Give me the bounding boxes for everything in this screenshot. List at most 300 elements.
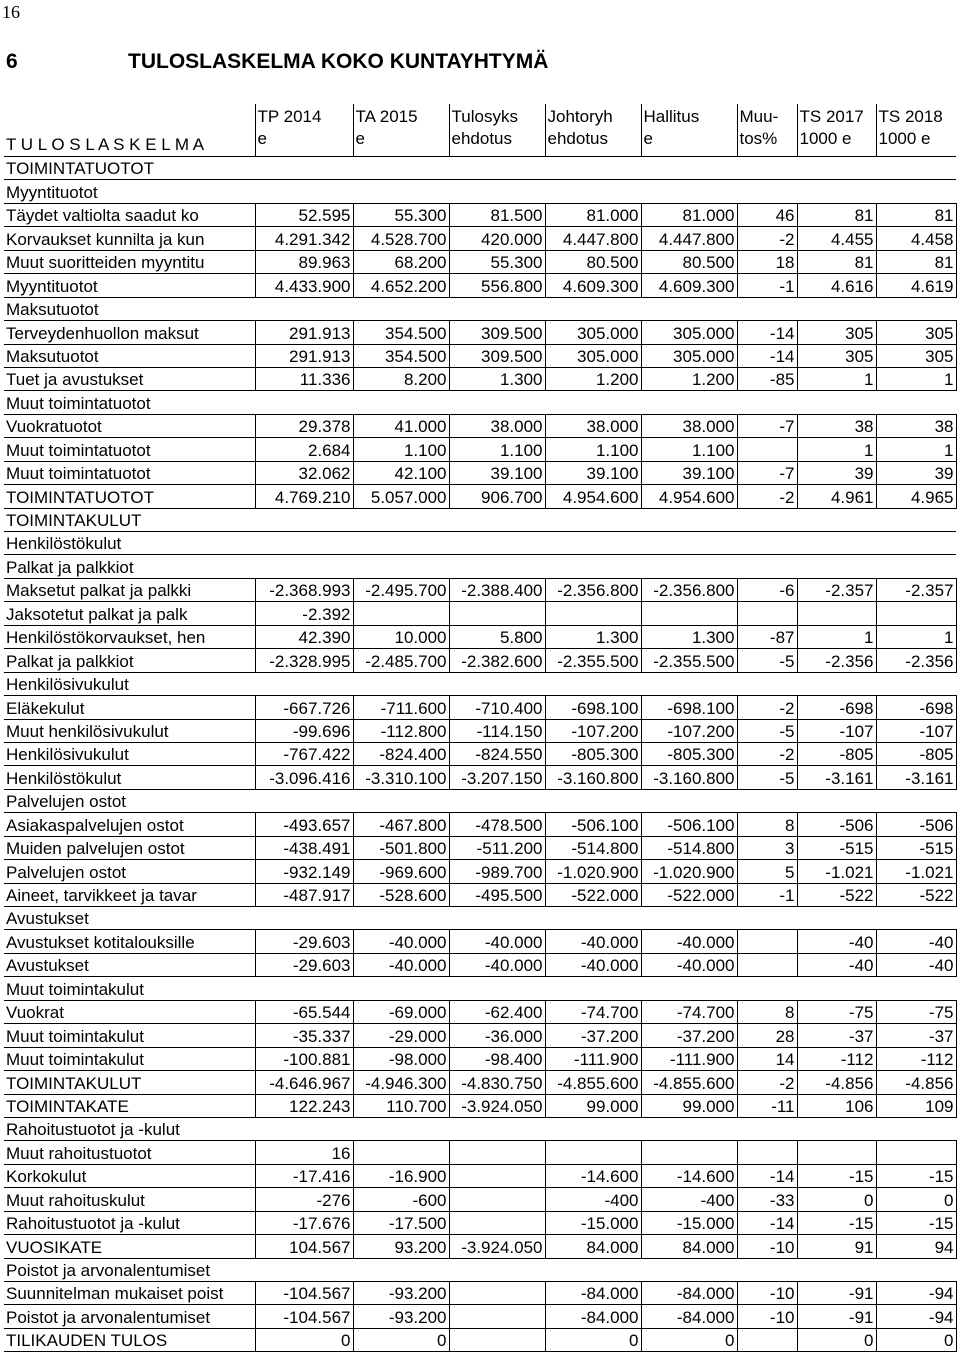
cell-value: -989.700 <box>449 860 545 883</box>
cell-value: 81.000 <box>545 203 641 226</box>
table-row <box>4 1258 956 1281</box>
cell-value: -104.567 <box>255 1305 353 1328</box>
cell-value: -94 <box>876 1282 956 1305</box>
cell-value: -824.400 <box>353 742 449 765</box>
cell-value: -14.600 <box>641 1164 737 1187</box>
cell-value: -14 <box>737 344 797 367</box>
cell-value: -7 <box>737 414 797 437</box>
cell-value: 52.595 <box>255 203 353 226</box>
cell-value: -29.603 <box>255 953 353 976</box>
cell-value: 91 <box>797 1235 876 1258</box>
cell-value: -6 <box>737 578 797 601</box>
cell-value: -5 <box>737 649 797 672</box>
cell-value <box>797 157 876 180</box>
column-header-muutos: Muu- tos% <box>737 104 797 157</box>
table-row <box>4 977 956 1000</box>
cell-value: 4.447.800 <box>545 227 641 250</box>
cell-value: 1.200 <box>641 367 737 390</box>
cell-value: -29.603 <box>255 930 353 953</box>
cell-value: -487.917 <box>255 883 353 906</box>
heading-number: 6 <box>6 50 18 73</box>
cell-value <box>255 555 353 578</box>
cell-value <box>641 1117 737 1140</box>
cell-value: -2.357 <box>876 578 956 601</box>
cell-value <box>876 508 956 531</box>
table-row <box>4 1235 956 1258</box>
cell-value: -2 <box>737 485 797 508</box>
cell-value: 46 <box>737 203 797 226</box>
cell-value: -1.021 <box>797 860 876 883</box>
cell-value: 0 <box>876 1188 956 1211</box>
cell-value: -11 <box>737 1094 797 1117</box>
row-label: Täydet valtiolta saadut ko <box>4 203 255 226</box>
row-label: Rahoitustuotot ja -kulut <box>4 1117 255 1140</box>
cell-value: 11.336 <box>255 367 353 390</box>
cell-value: -698 <box>876 696 956 719</box>
table-row <box>4 1047 956 1070</box>
cell-value: -438.491 <box>255 836 353 859</box>
cell-value <box>797 391 876 414</box>
table-row <box>4 766 956 789</box>
cell-value <box>449 1258 545 1281</box>
cell-value <box>353 1141 449 1164</box>
cell-value: 309.500 <box>449 321 545 344</box>
row-label: Poistot ja arvonalentumiset <box>4 1305 255 1328</box>
table-row <box>4 1188 956 1211</box>
cell-value: -40.000 <box>641 930 737 953</box>
row-label: Henkilösivukulut <box>4 742 255 765</box>
cell-value <box>876 789 956 812</box>
row-label: Muiden palvelujen ostot <box>4 836 255 859</box>
cell-value: 4.291.342 <box>255 227 353 250</box>
cell-value <box>797 180 876 203</box>
cell-value: -37.200 <box>641 1024 737 1047</box>
cell-value: -3.310.100 <box>353 766 449 789</box>
cell-value <box>737 1141 797 1164</box>
cell-value: 39.100 <box>545 461 641 484</box>
table-row <box>4 696 956 719</box>
cell-value: 906.700 <box>449 485 545 508</box>
cell-value: -40.000 <box>449 930 545 953</box>
cell-value: -805.300 <box>641 742 737 765</box>
cell-value: 29.378 <box>255 414 353 437</box>
row-label: Avustukset <box>4 953 255 976</box>
cell-value <box>737 508 797 531</box>
cell-value: -2.328.995 <box>255 649 353 672</box>
cell-value: -93.200 <box>353 1305 449 1328</box>
cell-value: 4.433.900 <box>255 274 353 297</box>
cell-value: -2 <box>737 1071 797 1094</box>
cell-value: 305.000 <box>641 321 737 344</box>
cell-value: 305 <box>876 344 956 367</box>
row-label: Myyntituotot <box>4 180 255 203</box>
cell-value: -522 <box>876 883 956 906</box>
cell-value: 39.100 <box>449 461 545 484</box>
cell-value <box>737 953 797 976</box>
cell-value: 38.000 <box>545 414 641 437</box>
cell-value <box>876 672 956 695</box>
cell-value: 556.800 <box>449 274 545 297</box>
cell-value <box>449 180 545 203</box>
cell-value <box>545 977 641 1000</box>
cell-value: -698 <box>797 696 876 719</box>
cell-value <box>737 438 797 461</box>
table-row <box>4 1117 956 1140</box>
cell-value <box>737 602 797 625</box>
cell-value: -400 <box>641 1188 737 1211</box>
cell-value: -111.900 <box>545 1047 641 1070</box>
cell-value <box>545 1117 641 1140</box>
cell-value <box>353 1117 449 1140</box>
cell-value: -1 <box>737 883 797 906</box>
cell-value: -40.000 <box>353 953 449 976</box>
cell-value: -62.400 <box>449 1000 545 1023</box>
cell-value <box>737 977 797 1000</box>
cell-value <box>797 508 876 531</box>
cell-value <box>737 555 797 578</box>
cell-value <box>876 1117 956 1140</box>
row-label: Maksetut palkat ja palkki <box>4 578 255 601</box>
cell-value: -2 <box>737 696 797 719</box>
row-label: VUOSIKATE <box>4 1235 255 1258</box>
cell-value: -10 <box>737 1235 797 1258</box>
cell-value <box>449 672 545 695</box>
row-label: Aineet, tarvikkeet ja tavar <box>4 883 255 906</box>
cell-value: -506.100 <box>641 813 737 836</box>
row-label: Jaksotetut palkat ja palk <box>4 602 255 625</box>
cell-value <box>876 180 956 203</box>
cell-value: -33 <box>737 1188 797 1211</box>
cell-value: -100.881 <box>255 1047 353 1070</box>
cell-value: 4.619 <box>876 274 956 297</box>
cell-value: -522.000 <box>641 883 737 906</box>
cell-value: -40 <box>876 953 956 976</box>
cell-value: 4.954.600 <box>641 485 737 508</box>
cell-value <box>449 907 545 930</box>
cell-value: -40.000 <box>545 953 641 976</box>
cell-value: -2.392 <box>255 602 353 625</box>
cell-value: 305 <box>876 321 956 344</box>
cell-value <box>449 977 545 1000</box>
cell-value: -3.161 <box>797 766 876 789</box>
cell-value: -15 <box>797 1211 876 1234</box>
cell-value <box>449 157 545 180</box>
cell-value <box>797 1141 876 1164</box>
cell-value: 4.609.300 <box>641 274 737 297</box>
cell-value: 104.567 <box>255 1235 353 1258</box>
cell-value <box>545 391 641 414</box>
row-label: TOIMINTAKULUT <box>4 508 255 531</box>
cell-value <box>876 977 956 1000</box>
cell-value: -2.355.500 <box>545 649 641 672</box>
cell-value <box>449 555 545 578</box>
cell-value <box>545 555 641 578</box>
cell-value <box>876 1258 956 1281</box>
cell-value: -2 <box>737 742 797 765</box>
cell-value <box>255 1258 353 1281</box>
row-label: Muut toimintakulut <box>4 1024 255 1047</box>
cell-value: -4.855.600 <box>641 1071 737 1094</box>
row-label: Palvelujen ostot <box>4 860 255 883</box>
cell-value: -75 <box>876 1000 956 1023</box>
cell-value: -15 <box>797 1164 876 1187</box>
cell-value: -74.700 <box>641 1000 737 1023</box>
cell-value <box>797 672 876 695</box>
cell-value <box>449 1141 545 1164</box>
cell-value: 8.200 <box>353 367 449 390</box>
cell-value: -107.200 <box>545 719 641 742</box>
cell-value: 4.455 <box>797 227 876 250</box>
cell-value: -3.096.416 <box>255 766 353 789</box>
cell-value: -515 <box>876 836 956 859</box>
cell-value: -3.924.050 <box>449 1235 545 1258</box>
table-row <box>4 1094 956 1117</box>
cell-value <box>737 907 797 930</box>
cell-value: -805 <box>797 742 876 765</box>
cell-value: -15.000 <box>641 1211 737 1234</box>
table-row <box>4 625 956 648</box>
table-row <box>4 391 956 414</box>
cell-value: -667.726 <box>255 696 353 719</box>
cell-value: -3.160.800 <box>641 766 737 789</box>
cell-value <box>797 789 876 812</box>
row-label: Muut toimintakulut <box>4 977 255 1000</box>
row-label: Muut suoritteiden myyntitu <box>4 250 255 273</box>
cell-value: 81.000 <box>641 203 737 226</box>
cell-value: 41.000 <box>353 414 449 437</box>
cell-value: -99.696 <box>255 719 353 742</box>
cell-value: -5 <box>737 766 797 789</box>
cell-value <box>641 532 737 555</box>
cell-value: 305 <box>797 344 876 367</box>
cell-value: -36.000 <box>449 1024 545 1047</box>
cell-value <box>353 977 449 1000</box>
cell-value <box>797 532 876 555</box>
cell-value: -40.000 <box>545 930 641 953</box>
cell-value <box>255 180 353 203</box>
cell-value <box>797 1258 876 1281</box>
cell-value <box>449 1211 545 1234</box>
cell-value: 109 <box>876 1094 956 1117</box>
cell-value <box>737 1117 797 1140</box>
cell-value: -40 <box>876 930 956 953</box>
cell-value: 39 <box>797 461 876 484</box>
table-row <box>4 157 956 180</box>
income-statement-table <box>4 104 957 1352</box>
row-label: Muut toimintatuotot <box>4 461 255 484</box>
cell-value: -94 <box>876 1305 956 1328</box>
row-label: Asiakaspalvelujen ostot <box>4 813 255 836</box>
cell-value: -112.800 <box>353 719 449 742</box>
cell-value: -4.856 <box>797 1071 876 1094</box>
table-row <box>4 953 956 976</box>
cell-value: -969.600 <box>353 860 449 883</box>
row-label: Myyntituotot <box>4 274 255 297</box>
row-label: Muut toimintatuotot <box>4 438 255 461</box>
header-label: T U L O S L A S K E L M A <box>6 135 205 154</box>
cell-value: 42.390 <box>255 625 353 648</box>
cell-value: -84.000 <box>641 1305 737 1328</box>
cell-value: -107 <box>797 719 876 742</box>
cell-value: 4.609.300 <box>545 274 641 297</box>
cell-value: 5.057.000 <box>353 485 449 508</box>
row-label: Eläkekulut <box>4 696 255 719</box>
cell-value: -10 <box>737 1305 797 1328</box>
cell-value: -112 <box>797 1047 876 1070</box>
cell-value: -75 <box>797 1000 876 1023</box>
cell-value: -98.000 <box>353 1047 449 1070</box>
cell-value <box>545 297 641 320</box>
table-row <box>4 1305 956 1328</box>
cell-value: 39 <box>876 461 956 484</box>
cell-value <box>641 391 737 414</box>
cell-value <box>545 180 641 203</box>
cell-value <box>641 555 737 578</box>
cell-value <box>545 672 641 695</box>
cell-value: -91 <box>797 1305 876 1328</box>
cell-value: -29.000 <box>353 1024 449 1047</box>
cell-value: 106 <box>797 1094 876 1117</box>
cell-value <box>641 180 737 203</box>
cell-value <box>641 297 737 320</box>
cell-value: -2 <box>737 227 797 250</box>
cell-value: 1.100 <box>545 438 641 461</box>
cell-value <box>353 907 449 930</box>
table-row <box>4 250 956 273</box>
cell-value: -767.422 <box>255 742 353 765</box>
cell-value: 1 <box>797 367 876 390</box>
cell-value: -2.356 <box>876 649 956 672</box>
cell-value: -2.356.800 <box>641 578 737 601</box>
cell-value: 4.458 <box>876 227 956 250</box>
table-row <box>4 508 956 531</box>
cell-value: -93.200 <box>353 1282 449 1305</box>
cell-value: 81 <box>797 203 876 226</box>
cell-value: 4.447.800 <box>641 227 737 250</box>
cell-value: 89.963 <box>255 250 353 273</box>
cell-value: 68.200 <box>353 250 449 273</box>
cell-value: 8 <box>737 1000 797 1023</box>
cell-value: 4.965 <box>876 485 956 508</box>
cell-value <box>353 532 449 555</box>
row-label: Henkilöstökulut <box>4 766 255 789</box>
cell-value: -514.800 <box>545 836 641 859</box>
row-label: Vuokratuotot <box>4 414 255 437</box>
cell-value: -4.946.300 <box>353 1071 449 1094</box>
cell-value: 8 <box>737 813 797 836</box>
cell-value: 305.000 <box>545 344 641 367</box>
cell-value: -514.800 <box>641 836 737 859</box>
cell-value <box>449 508 545 531</box>
cell-value: 1 <box>876 367 956 390</box>
cell-value: -107.200 <box>641 719 737 742</box>
row-label: TOIMINTAKULUT <box>4 1071 255 1094</box>
table-row <box>4 227 956 250</box>
cell-value <box>449 1117 545 1140</box>
cell-value <box>255 672 353 695</box>
row-label: Muut rahoituskulut <box>4 1188 255 1211</box>
table-row <box>4 883 956 906</box>
row-label: TILIKAUDEN TULOS <box>4 1328 255 1351</box>
cell-value: 354.500 <box>353 344 449 367</box>
page-number: 16 <box>2 2 20 22</box>
cell-value: -107 <box>876 719 956 742</box>
cell-value: -84.000 <box>641 1282 737 1305</box>
cell-value <box>641 1141 737 1164</box>
table-row <box>4 1141 956 1164</box>
cell-value: -37.200 <box>545 1024 641 1047</box>
cell-value: 0 <box>797 1188 876 1211</box>
cell-value <box>641 977 737 1000</box>
cell-value: -2.356.800 <box>545 578 641 601</box>
row-label: Palvelujen ostot <box>4 789 255 812</box>
page-heading <box>6 50 956 74</box>
cell-value: 3 <box>737 836 797 859</box>
cell-value <box>876 297 956 320</box>
cell-value <box>737 1258 797 1281</box>
cell-value: 1 <box>876 438 956 461</box>
table-row <box>4 555 956 578</box>
cell-value: -276 <box>255 1188 353 1211</box>
cell-value: -3.160.800 <box>545 766 641 789</box>
cell-value <box>797 1117 876 1140</box>
row-label: Suunnitelman mukaiset poist <box>4 1282 255 1305</box>
cell-value: 93.200 <box>353 1235 449 1258</box>
row-label: Henkilöstökulut <box>4 532 255 555</box>
cell-value: -4.856 <box>876 1071 956 1094</box>
column-header-tulosyks: Tulosyks ehdotus <box>449 104 545 157</box>
cell-value: 1.300 <box>641 625 737 648</box>
cell-value <box>737 297 797 320</box>
cell-value: -91 <box>797 1282 876 1305</box>
row-label: Rahoitustuotot ja -kulut <box>4 1211 255 1234</box>
cell-value: 1 <box>797 625 876 648</box>
cell-value: -111.900 <box>641 1047 737 1070</box>
table-row <box>4 578 956 601</box>
cell-value: 2.684 <box>255 438 353 461</box>
cell-value: 1.300 <box>449 367 545 390</box>
table-row <box>4 461 956 484</box>
cell-value <box>255 297 353 320</box>
cell-value: -5 <box>737 719 797 742</box>
cell-value: 38.000 <box>449 414 545 437</box>
row-label: Henkilösivukulut <box>4 672 255 695</box>
cell-value: 81.500 <box>449 203 545 226</box>
cell-value: -14.600 <box>545 1164 641 1187</box>
row-label: Avustukset kotitalouksille <box>4 930 255 953</box>
cell-value: 94 <box>876 1235 956 1258</box>
table-row <box>4 930 956 953</box>
cell-value <box>449 1188 545 1211</box>
column-header-hallitus: Hallitus e <box>641 104 737 157</box>
cell-value: -114.150 <box>449 719 545 742</box>
cell-value <box>876 157 956 180</box>
cell-value: -506.100 <box>545 813 641 836</box>
cell-value: -528.600 <box>353 883 449 906</box>
cell-value <box>641 508 737 531</box>
cell-value: 38.000 <box>641 414 737 437</box>
table-row <box>4 532 956 555</box>
cell-value <box>255 907 353 930</box>
cell-value: 110.700 <box>353 1094 449 1117</box>
cell-value <box>545 1258 641 1281</box>
cell-value <box>255 1117 353 1140</box>
cell-value: -824.550 <box>449 742 545 765</box>
cell-value: -98.400 <box>449 1047 545 1070</box>
cell-value: -522 <box>797 883 876 906</box>
cell-value: 4.961 <box>797 485 876 508</box>
table-row <box>4 1282 956 1305</box>
